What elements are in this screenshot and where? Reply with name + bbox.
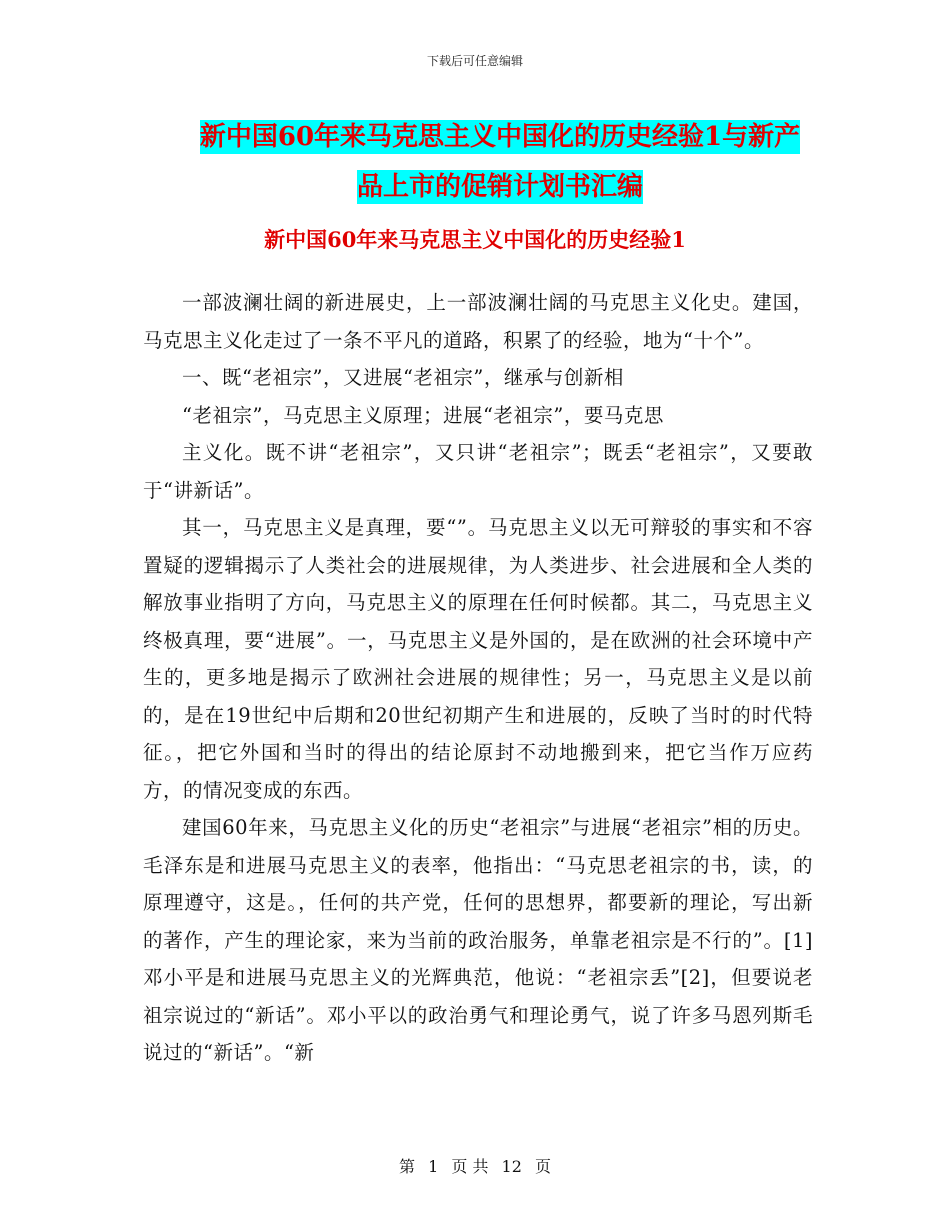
footer-prefix: 第 xyxy=(398,1157,415,1176)
page-header: 下载后可任意编辑 xyxy=(426,54,523,68)
paragraph: 主义化。既不讲“老祖宗”，又只讲“老祖宗”；既丢“老祖宗”，又要敢于“讲新话”。 xyxy=(143,441,813,502)
paragraph: 建国60年来，马克思主义化的历史“老祖宗”与进展“老祖宗”相的历史。毛泽东是和进展马克思主义的表率，他指出：“马克思老祖宗的书，读，的原理遵守，这是。，任何的共产党，任何的思想界，都要新的理论，写出新的著作，产生的理论家，来为当前的政治服务，单靠老祖宗是不行的”。[1]邓小平是和进展马克思主义的光辉典范，他说：“老祖宗丢”[2]，但要说老祖宗说过的“新话”。邓小平以的政治勇气和理论勇气，说了许多马恩列斯毛说过的“新话”。“新 xyxy=(143,816,813,1064)
document-title xyxy=(150,112,850,212)
title-line-2: 品上市的促销计划书汇编 xyxy=(356,172,643,202)
paragraph: 其一，马克思主义是真理，要“”。马克思主义以无可辩驳的事实和不容置疑的逻辑揭示了人类社会的进展规律，为人类进步、社会进展和全人类的解放事业指明了方向，马克思主义的原理在任何时候都。其二，马克思主义终极真理，要“进展”。一，马克思主义是外国的，是在欧洲的社会环境中产生的，更多地是揭示了欧洲社会进展的规律性；另一，马克思主义是以前的，是在19世纪中后期和20世纪初期产生和进展的，反映了当时的时代特征。，把它外国和当时的得出的结论原封不动地搬到来，把它当作万应药方，的情况变成的东西。 xyxy=(143,516,813,802)
footer-total-pages: 12 xyxy=(501,1157,522,1176)
footer-middle: 页 共 xyxy=(451,1157,489,1176)
section-title: 新中国60年来马克思主义中国化的历史经验1 xyxy=(264,227,686,252)
paragraph: “老祖宗”，马克思主义原理；进展“老祖宗”，要马克思 xyxy=(182,403,664,427)
footer-suffix: 页 xyxy=(535,1157,552,1176)
title-line-1: 新中国60年来马克思主义中国化的历史经验1与新产 xyxy=(199,122,801,152)
page-footer xyxy=(0,1154,950,1177)
paragraph: 一部波澜壮阔的新进展史，上一部波澜壮阔的马克思主义化史。建国，马克思主义化走过了一条不平凡的道路，积累了的经验，地为“十个”。 xyxy=(143,291,813,352)
footer-page-number: 1 xyxy=(428,1157,439,1176)
body-text xyxy=(143,284,813,1072)
paragraph: 一、既“老祖宗”，又进展“老祖宗”，继承与创新相 xyxy=(182,366,624,389)
